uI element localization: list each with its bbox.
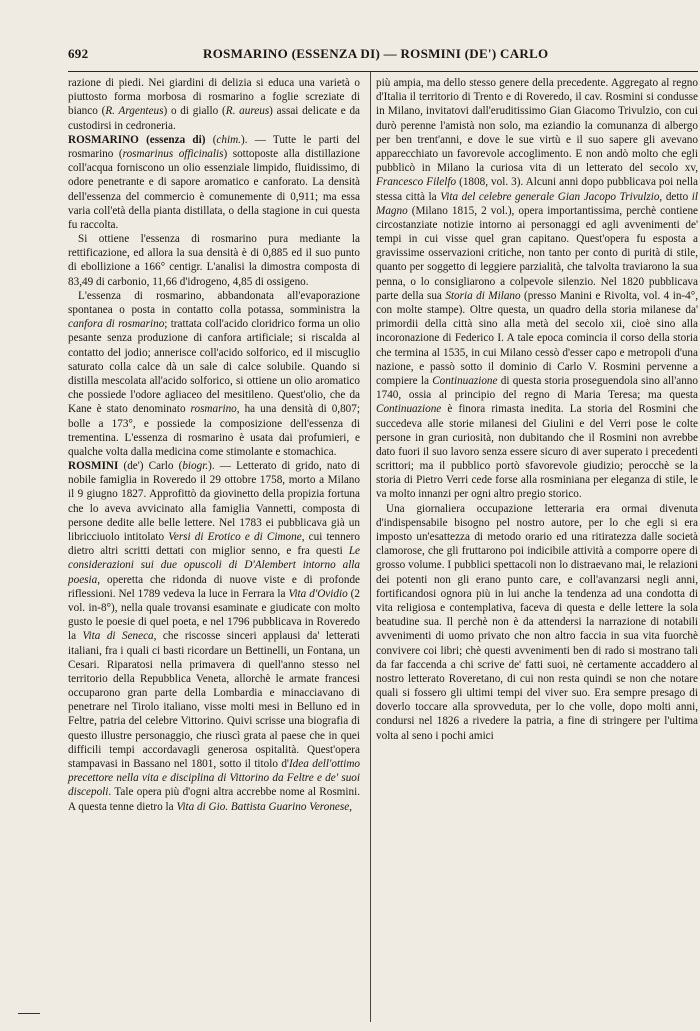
text-run: , che riscosse sinceri applausi da' letterati italiani, fra i quali ci basti ricordare un Bettinelli, un Fontana, un Cesari. Riparatosi nella primavera di quell'anno stesso nel territorio della Repubblica Veneta, allorchè le armate francesi occuparono gran parte della Lombardia e minacciavano di penetrare nel Tirolo italiano, visse molti mesi in Belluno ed in Feltre, patria del celebre Vittorino. Quivi scrisse una biografia di questo illustre personaggio, che riuscì grata al paese che in quei difficili tempi accordavagli generosa ospitalità. Quest'opera stampavasi in Bassano nel 1801, sotto il titolo d' (68, 630, 360, 770)
margin-mark (18, 1013, 40, 1014)
text-run: ) assai delicate e da custodirsi in cedroneria. (68, 105, 361, 132)
italic-text: Francesco Filelfo (376, 176, 457, 189)
paragraph (68, 76, 360, 133)
italic-text: biogr. (182, 460, 209, 473)
italic-text: Versi di Erotico e di Cimone (168, 531, 302, 543)
paragraph (68, 459, 360, 814)
paragraph (68, 133, 360, 232)
text-run: Una giornaliera occupazione letteraria era ormai divenuta d'indispensabile bisogno pel nostro autore, per lo che egli si era imposto un'esattezza di metodo orario ed una ritiratezza dalle società clamorose, che gli fruttarono poi indicibile attività a comporre opere di grosso volume. I pubblici spettacoli non lo distraevano mai, le relazioni dei potenti non gli erano punto care, e coll'avanzarsi negli anni, fortificandosi ognora più in lui anche la tendenza ad una condotta di vita religiosa e contemplativa, faceva di questa e delle lettere la sola beatudine sua. Il perchè non è da attendersi la narrazione di notabili avvenimenti di uomo privato che non altro faccia in sua vita fuorchè convivere coi libri; chè questi avvenimenti ben di rado si mostrano tali da far faccenda a chi scrive de' fatti suoi, nè certamente accaddero al nostro letterato Roveretano, di cui non resta quindi se non che notare quali si fossero gli ultimi tempi del viver suo. Era sempre presago di doverlo toccare alla sprovveduta, per lo che volle, dopo molti anni, condursi nel 1826 a rivedere la patria, a fine di stringere per l'ultima volta al seno i pochi amici (376, 502, 698, 742)
header-rule (68, 71, 698, 72)
right-column (376, 76, 698, 743)
italic-text: Vita di Gio. Battista Guarino Veronese (176, 800, 350, 813)
text-run: , ha una densità di 0,807; bolle a 173°, e possiede la composizione dell'essenza di trementina. L'essenza di rosmarino è usata dai profumieri, e qualche volta dalla medicina come stimolante e stomachica. (68, 403, 360, 458)
italic-text: Le considerazioni sui due opuscoli di D'Alembert intorno alla poesia (68, 545, 360, 586)
italic-text: rosmarino (190, 403, 237, 416)
text-run: di questa storia proseguendola sino all'anno 1740, ossia al principio del regno di Maria Teresa; ma questa (376, 374, 698, 402)
column-divider (370, 72, 371, 1022)
text-run: ). — Tutte le parti del rosmarino ( (68, 133, 360, 160)
italic-text: canfora di rosmarino (68, 318, 165, 331)
italic-text: chim. (216, 133, 241, 146)
italic-text: Vita del celebre generale Gian Jacopo Trivulzio (440, 190, 660, 203)
text-run: (presso Manini e Rivolta, vol. 4 in-4°, con molte stampe). Oltre questa, un quadro della storia milanese da' primordii della città sino alla metà del secolo xii, cioè sino alla incoronazione di Federico I. A tale epoca comincia il corso della storia che termina al 1535, in cui Milano cessò d'esser capo e metropoli d'una nazione, e passò sotto il dominio di Carlo V. Rosmini pervenne a compiere la (376, 289, 699, 387)
italic-text: Continuazione (376, 403, 442, 416)
italic-text: rosmarinus officinalis (122, 147, 224, 160)
text-run: (Milano 1815, 2 vol.), opera importantissima, perchè contiene circostanziate notizie intorno ai personaggi ed agli avvenimenti de' tempi in cui visse quel gran capitano. Quest'opera fu esposta a gravissime osservazioni critiche, non tanto per conto di purità di stile, quanto per soggetto di leggiere parzialità, che talvolta traviarono la sua penna, o lo consigliarono a colpevole silenzio. Nel 1820 pubblicava parte della sua (376, 204, 698, 302)
text-run: Si ottiene l'essenza di rosmarino pura mediante la rettificazione, ed allora la sua densità è di 0,885 ed il suo punto di ebollizione a 166° centigr. L'analisi la dimostra composta di 83,49 di carbonio, 11,66 d'idrogeno, 4,85 di ossigeno. (68, 233, 360, 288)
text-run: ) sottoposte alla distillazione coll'acqua forniscono un olio essenziale limpido, fluidissimo, di odore penetrante e di sapore aromatico e canforato. La densità dell'essenza del commercio è comunemente di 0,911; ma essa varia coll'età della pianta distillata, o della stagione in cui questa fu raccolta. (68, 147, 360, 231)
text-run: , operetta che ridonda di nuove viste e di profonde riflessioni. Nel 1789 vedeva la luce in Ferrara la (68, 573, 360, 600)
paragraph (376, 502, 698, 743)
italic-text: R. aureus (225, 105, 270, 118)
text-run: razione di piedi. Nei giardini di delizia si educa una varietà o piuttosto forma morbosa di rosmarino a foglie screziate di bianco ( (68, 77, 360, 118)
left-column (68, 76, 360, 814)
paragraph (68, 232, 360, 289)
text-run: ). — Letterato di grido, nato di nobile famiglia in Roveredo il 29 ottobre 1758, morto a Milano il 9 giugno 1827. Approfittò da giovinetto della propizia fortuna che lo aveva avvicinato alla famiglia Vannetti, composta di persone dedite alle belle lettere. Nel 1783 ei pubblicava già un libricciuolo intitolato (68, 460, 361, 543)
italic-text: R. Argenteus (105, 105, 164, 118)
italic-text: Vita d'Ovidio (288, 587, 348, 600)
text-run: (2 vol. in-8°), nella quale trovansi esaminate e giudicate con molto gusto le poesie di quel poeta, e nel 1796 pubblicava in Roveredo la (68, 587, 360, 643)
italic-text: Vita di Seneca (82, 630, 154, 643)
running-header (68, 46, 698, 66)
text-run: più ampia, ma dello stesso genere della precedente. Aggregato al regno d'Italia il territorio di Trento e di Roveredo, il cav. Rosmini si condusse in Milano, invitatovi dall'eruditissimo Gian Giacomo Trivulzio, con cui durò perenne l'amistà non solo, ma eziandio la comunanza di albergo per ben trent'anni, e dove le sue virtù e il suo sapere gli avevano apparecchiato un favorevole accoglimento. E non andò molto che egli pubblicò in Milano la curiosa vita di un letterato del secolo xv, (376, 77, 698, 175)
running-title: ROSMARINO (ESSENZA DI) — ROSMINI (DE') CARLO (203, 46, 549, 61)
text-run: , cui tennero dietro altri scritti dettati con miglior senno, e fra questi (68, 531, 360, 558)
text-run: ; trattata coll'acido cloridrico forma un olio pesante senza produzione di canfora artificiale; si riscalda al contatto del jodio; annerisce coll'acido solforico, ed il miscuglio saturato colla calce dà un sale di calce solubile. Quando si distilla mescolata all'acido solforico, si ottiene un olio aromatico che possiede l'odore agliaceo del mesitileno. Quest'olio, che da Kane è stato denominato (68, 318, 360, 416)
text-run: . Tale opera più d'ogni altra accrebbe nome al Rosmini. A questa tenne dietro la (68, 786, 360, 813)
italic-text: Continuazione (432, 374, 498, 387)
text-run: L'essenza di rosmarino, abbandonata all'evaporazione spontanea o posta in contatto colla potassa, somministra la (68, 289, 360, 316)
text-run: , (349, 800, 353, 813)
entry-headword: ROSMARINO (essenza di) (68, 133, 206, 146)
italic-text: il Magno (376, 190, 699, 217)
entry-headword: ROSMINI (68, 460, 119, 473)
text-run: è finora rimasta inedita. La storia del Rosmini che succedeva alle storie milanesi del Giulini e del Verri pose le colte persone in gran curiosità, non dubitando che il Rosmini non avrebbe dato fuori il suo lavoro senza essere sicuro di aver superato i precedenti scrittori; ma il pubblico portò sfavorevole giudizio; perocchè se la storia di Pietro Verri cede forse alla rosminiana per eleganza di stile, le va molto innanzi per ogni altro pregio storico. (376, 403, 698, 501)
italic-text: Idea dell'ottimo precettore nella vita e disciplina di Vittorino da Feltre e de' suoi discepoli (68, 758, 360, 799)
text-run: (1808, vol. 3). Alcuni anni dopo pubblicava poi nella stessa città la (376, 176, 698, 203)
text-run: ) o di giallo ( (163, 105, 226, 118)
paragraph (68, 289, 360, 459)
italic-text: Storia di Milano (445, 289, 521, 302)
page-number: 692 (68, 46, 89, 61)
text-run: ( (205, 133, 217, 146)
paragraph (376, 76, 698, 502)
text-run: , detto (659, 190, 692, 203)
text-run: (de') Carlo ( (118, 460, 183, 473)
